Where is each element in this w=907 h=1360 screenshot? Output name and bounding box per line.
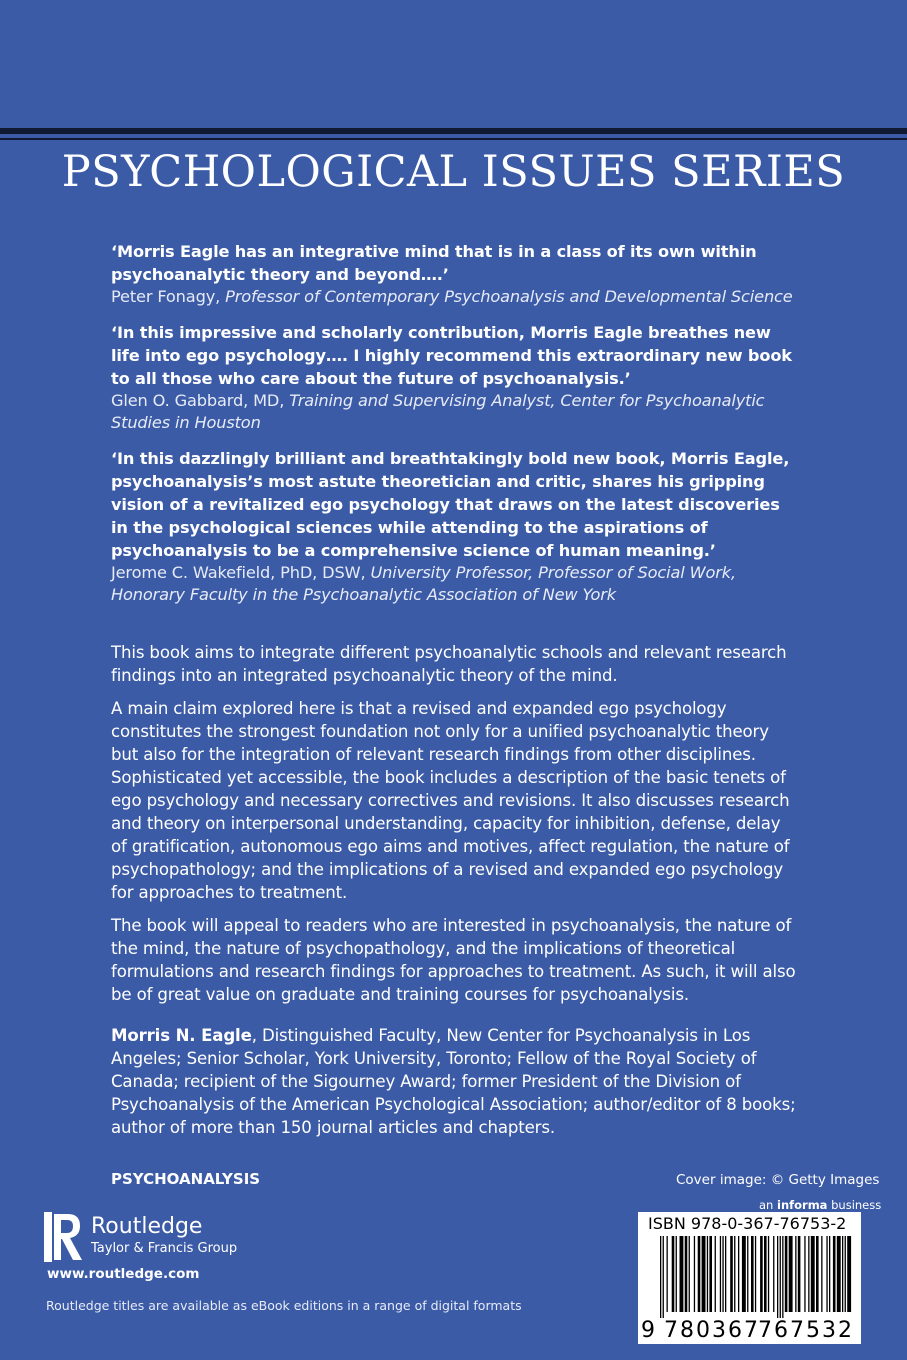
barcode-bar <box>782 1236 783 1318</box>
barcode-digits-left: 780367 <box>664 1318 760 1343</box>
barcode-bar <box>680 1236 684 1312</box>
barcode-bar <box>773 1236 774 1312</box>
barcode-bar <box>663 1236 664 1318</box>
series-title: PSYCHOLOGICAL ISSUES SERIES <box>61 147 846 197</box>
subject-category: PSYCHOANALYSIS <box>111 1170 261 1188</box>
endorser-name: Peter Fonagy, <box>111 287 226 306</box>
quote-text: ‘In this dazzlingly brilliant and breathtakingly bold new book, Morris Eagle, psychoanalysis’s most astute theoretician and critic, shares his gripping vision of a revitalized ego psychology that draws on the latest discoveries in the psychological sciences while attending to the aspirations of psychoanalysis to be a comprehensive science of human meaning.’ <box>111 449 790 560</box>
barcode-bar <box>660 1236 661 1318</box>
endorser-role: Training and Supervising Analyst, Center for Psychoanalytic Studies in Houston <box>111 391 765 432</box>
barcode-bar <box>847 1236 851 1312</box>
barcode-bar <box>795 1236 796 1312</box>
barcode-bar <box>755 1236 756 1312</box>
description-paragraph: The book will appeal to readers who are interested in psychoanalysis, the nature of the mind, the nature of psychopathology, and the implications of theoretical formulations and research findings for approaches to treatment. As such, it will also be of great value on graduate and training courses for psychoanalysis. <box>111 916 796 1004</box>
barcode-bar <box>751 1236 754 1312</box>
barcode-bar <box>742 1236 746 1312</box>
isbn-barcode <box>638 1212 861 1344</box>
quote-text: ‘In this impressive and scholarly contribution, Morris Eagle breathes new life into ego psychology…. I highly recommend this extraordinary new book to all those who care about the future of psychoanalysis.’ <box>111 323 792 388</box>
publisher-url[interactable]: www.routledge.com <box>47 1266 200 1282</box>
description-paragraph: This book aims to integrate different psychoanalytic schools and relevant research findings into an integrated psychoanalytic theory of the mind. <box>111 643 787 685</box>
barcode-bar <box>829 1236 830 1312</box>
barcode-bar <box>826 1236 827 1312</box>
publisher-name: Routledge <box>91 1214 203 1239</box>
barcode-bar <box>837 1236 841 1312</box>
barcode-first-digit: 9 <box>641 1318 655 1343</box>
barcode-bar <box>804 1236 805 1312</box>
barcode-bar <box>811 1236 815 1312</box>
publisher-group: Taylor & Francis Group <box>91 1241 238 1256</box>
endorsement-quote <box>111 321 801 434</box>
barcode-bar <box>738 1236 739 1312</box>
informa-brand: informa <box>777 1198 828 1212</box>
barcode-bar <box>730 1236 733 1312</box>
barcode-bar <box>833 1236 836 1312</box>
description-paragraph: A main claim explored here is that a revised and expanded ego psychology constitutes the strongest foundation not only for a unified psychoanalytic theory but also for the integration of relevant research findings from other disciplines. Sophisticated yet accessible, the book includes a description of the basic tenets of ego psychology and necessary correctives and revisions. It also discusses research and theory on interpersonal understanding, capacity for inhibition, defense, delay of gratification, autonomous ego aims and motives, affect regulation, the nature of psychopathology; and the implications of a revised and expanded ego psychology for approaches to treatment. <box>111 699 790 902</box>
barcode-bar <box>768 1236 769 1312</box>
informa-business-tag: an informa business <box>759 1198 882 1212</box>
barcode-bar <box>725 1236 726 1312</box>
barcode-bar <box>722 1236 723 1312</box>
barcode-bar <box>715 1236 716 1312</box>
endorser-role: Professor of Contemporary Psychoanalysis and Developmental Science <box>225 287 793 306</box>
barcode-bar <box>780 1236 781 1318</box>
barcode-bar <box>720 1236 721 1312</box>
endorser-name: Glen O. Gabbard, MD, <box>111 391 290 410</box>
cover-image-credit: Cover image: © Getty Images <box>676 1172 880 1188</box>
quote-attribution <box>111 562 801 606</box>
quote-text: ‘Morris Eagle has an integrative mind that is in a class of its own within psychoanalytic theory and beyond….’ <box>111 242 757 284</box>
barcode-bar <box>845 1236 846 1312</box>
endorsement-quote <box>111 447 801 606</box>
endorser-name: Jerome C. Wakefield, PhD, DSW, <box>111 563 371 582</box>
barcode-bars <box>660 1236 855 1318</box>
barcode-bar <box>672 1236 675 1312</box>
barcode-bar <box>789 1236 793 1312</box>
endorsement-quote <box>111 240 801 308</box>
author-name: Morris N. Eagle <box>111 1026 252 1045</box>
author-bio <box>111 1024 801 1139</box>
barcode-bar <box>709 1236 712 1312</box>
barcode-bar <box>734 1236 735 1312</box>
barcode-bar <box>667 1236 668 1312</box>
endorser-role: University Professor, Professor of Social Work, Honorary Faculty in the Psychoanalytic Association of New York <box>111 563 736 604</box>
barcode-bar <box>798 1236 801 1312</box>
barcode-bar <box>816 1236 819 1312</box>
routledge-logo-icon <box>44 1212 84 1262</box>
barcode-bar <box>747 1236 748 1312</box>
barcode-bar <box>707 1236 708 1312</box>
author-bio-text: , Distinguished Faculty, New Center for Psychoanalysis in Los Angeles; Senior Scholar, York University, Toronto; Fellow of the Royal Society of Canada; recipient of the Sigourney Award; former President of the Division of Psychoanalysis of the American Psychological Association; author/editor of 8 books; author of more than 150 journal articles and chapters. <box>111 1026 796 1137</box>
top-rule-thin <box>0 138 907 140</box>
isbn-label: ISBN 978-0-367-76753-2 <box>648 1214 847 1233</box>
barcode-bar <box>785 1236 788 1312</box>
barcode-bar <box>777 1236 778 1318</box>
quote-attribution <box>111 390 801 434</box>
barcode-bar <box>760 1236 763 1312</box>
barcode-bar <box>698 1236 701 1312</box>
barcode-bar <box>694 1236 695 1312</box>
barcode-bar <box>702 1236 706 1312</box>
barcode-bar <box>764 1236 767 1312</box>
back-cover-content <box>111 240 801 1149</box>
barcode-bar <box>685 1236 688 1312</box>
ebook-note: Routledge titles are available as eBook editions in a range of digital formats <box>46 1298 522 1313</box>
quote-attribution <box>111 286 801 308</box>
barcode-bar <box>689 1236 690 1312</box>
barcode-bar <box>842 1236 843 1312</box>
barcode-digits-right: 767532 <box>758 1318 854 1343</box>
barcode-bar <box>676 1236 677 1312</box>
top-rule-thick <box>0 128 907 134</box>
barcode-bar <box>808 1236 809 1312</box>
barcode-bar <box>821 1236 822 1312</box>
